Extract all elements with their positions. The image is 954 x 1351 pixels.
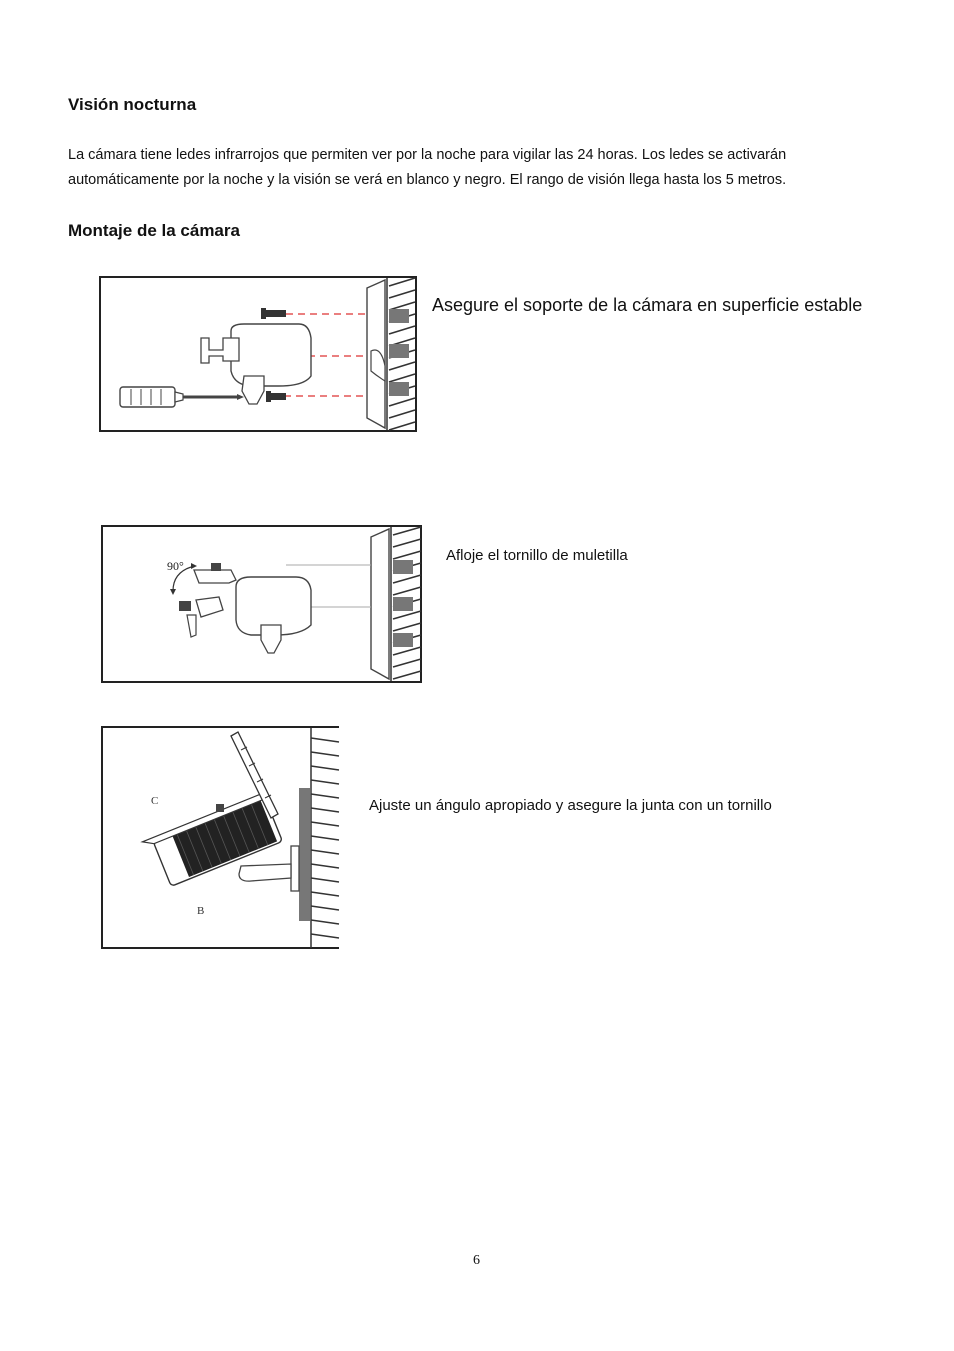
step-1-caption: Asegure el soporte de la cámara en superficie estable — [432, 295, 863, 315]
angle-label: 90° — [167, 559, 184, 573]
label-b: B — [197, 905, 205, 917]
label-c: C — [151, 795, 159, 807]
mounting-heading: Montaje de la cámara — [68, 221, 240, 240]
night-vision-paragraph: La cámara tiene ledes infrarrojos que permiten ver por la noche para vigilar las 24 horas. Los ledes se activarán automáticamente por la noche y la visión se verá en blanco y negro. El rango de visión llega hasta los 5 metros. — [68, 147, 787, 188]
figure-mount-bracket — [99, 276, 417, 432]
figure-adjust-angle — [101, 726, 341, 950]
page-number: 6 — [473, 1253, 480, 1268]
step-3-caption: Ajuste un ángulo apropiado y asegure la junta con un tornillo — [369, 797, 772, 814]
night-vision-heading: Visión nocturna — [68, 95, 197, 114]
figure-loosen-screw — [101, 525, 422, 683]
step-2-caption: Afloje el tornillo de muletilla — [446, 547, 628, 564]
